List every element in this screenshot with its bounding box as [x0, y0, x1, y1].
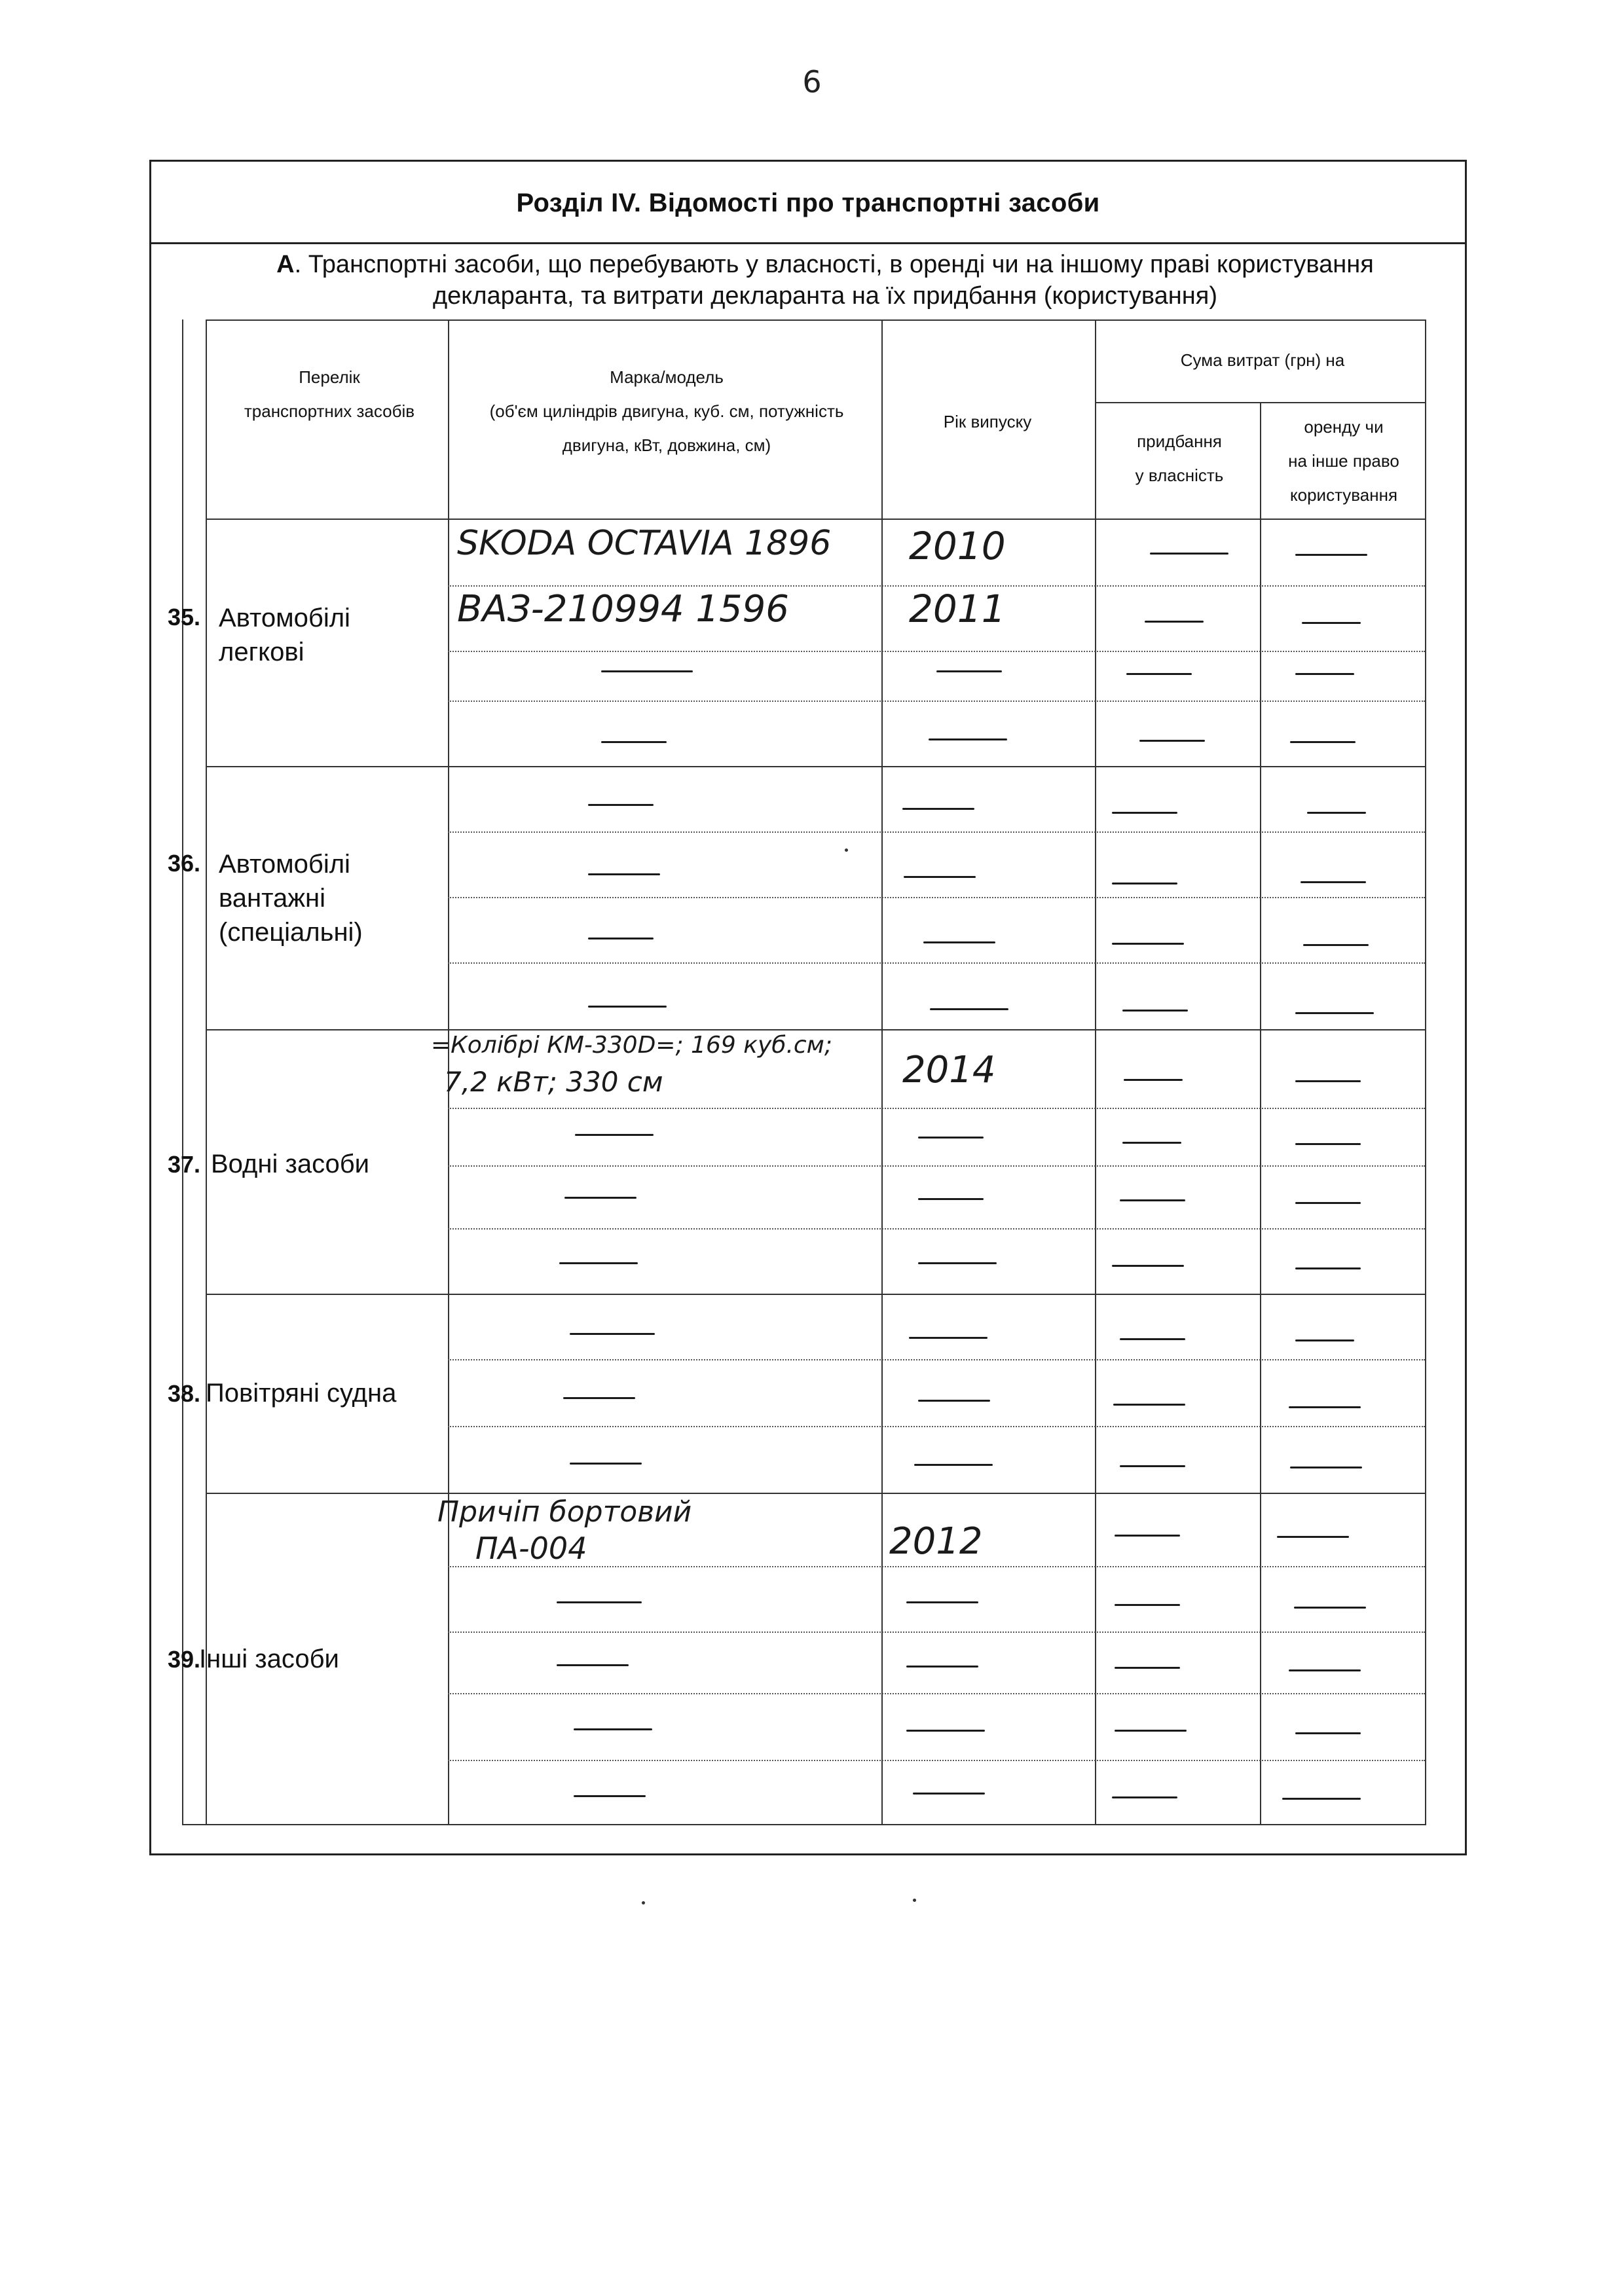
table-border-right: [1425, 319, 1426, 1825]
row-line: [448, 701, 1425, 702]
header-year: Рік випуску: [943, 412, 1032, 431]
category-separator-36: [206, 766, 1426, 767]
empty-dash: [575, 1134, 654, 1136]
column-divider-num: [206, 319, 207, 1825]
empty-dash: [1112, 883, 1177, 884]
category-separator-37: [206, 1029, 1426, 1030]
empty-dash: [1112, 1796, 1177, 1798]
empty-dash: [1120, 1338, 1185, 1340]
subtitle-line-1: [229, 249, 1421, 280]
empty-dash: [1139, 740, 1205, 742]
category-cars-line1: Автомобілі: [219, 604, 350, 632]
empty-dash: [1115, 1730, 1187, 1732]
page-number: 6: [802, 64, 822, 100]
subtitle-line-2: декларанта, та витрати декларанта на їх придбання (користування): [432, 282, 1217, 310]
empty-dash: [1122, 1142, 1181, 1144]
row-line: [448, 831, 1425, 833]
empty-dash: [1295, 1143, 1361, 1145]
header-rent-line1: оренду чи: [1304, 417, 1384, 437]
empty-dash: [1302, 622, 1361, 624]
empty-dash: [1295, 1012, 1374, 1014]
empty-dash: [1295, 673, 1354, 675]
empty-dash: [1115, 1604, 1180, 1606]
row-line: [448, 1693, 1425, 1694]
row-number-36: 36.: [167, 850, 200, 877]
category-trucks-line1: Автомобілі: [219, 850, 350, 879]
other-year: 2012: [889, 1520, 983, 1563]
row-number-37: 37.: [167, 1151, 200, 1178]
empty-dash: [563, 1397, 635, 1399]
empty-dash: [1124, 1079, 1183, 1081]
empty-dash: [936, 670, 1002, 672]
row-line: [448, 1566, 1425, 1567]
empty-dash: [1295, 1267, 1361, 1269]
empty-dash: [1303, 944, 1369, 946]
empty-dash: [1277, 1536, 1349, 1538]
category-cars-line2: легкові: [219, 638, 304, 666]
row-line: [448, 897, 1425, 898]
empty-dash: [588, 804, 654, 806]
empty-dash: [588, 873, 660, 875]
empty-dash: [1295, 1732, 1361, 1734]
empty-dash: [588, 1006, 667, 1008]
empty-dash: [1126, 673, 1192, 675]
empty-dash: [1122, 1010, 1188, 1011]
header-list-line2: транспортних засобів: [244, 401, 415, 421]
empty-dash: [570, 1333, 655, 1335]
category-other: Інші засоби: [199, 1645, 339, 1673]
empty-dash: [1289, 1669, 1361, 1671]
empty-dash: [588, 938, 654, 939]
header-purchase: [1099, 424, 1260, 492]
title-divider: [149, 242, 1467, 244]
car-1-model: SKODA OCTAVIA 1896: [457, 524, 832, 563]
empty-dash: [1113, 1404, 1185, 1406]
empty-dash: [906, 1601, 978, 1603]
column-divider-expenses: [1260, 402, 1261, 1825]
other-model-line2: ПА-004: [475, 1531, 587, 1566]
header-model-line2: (об'єм циліндрів двигуна, куб. см, потужність: [489, 401, 844, 421]
header-rent: [1263, 410, 1425, 512]
empty-dash: [1294, 1607, 1366, 1609]
empty-dash: [564, 1197, 637, 1199]
empty-dash: [906, 1730, 985, 1732]
empty-dash: [1295, 554, 1367, 556]
empty-dash: [918, 1198, 984, 1200]
empty-dash: [1120, 1199, 1185, 1201]
car-2-year: 2011: [909, 587, 1006, 631]
header-model-line1: Марка/модель: [610, 367, 724, 387]
empty-dash: [909, 1337, 987, 1339]
category-water: Водні засоби: [211, 1150, 370, 1178]
scan-speck: [845, 848, 848, 852]
category-separator-38: [206, 1294, 1426, 1295]
empty-dash: [601, 741, 667, 743]
empty-dash: [1115, 1667, 1180, 1669]
row-line: [448, 651, 1425, 652]
table-border-left: [182, 319, 183, 1825]
empty-dash: [1295, 1339, 1354, 1341]
header-purchase-line1: придбання: [1137, 431, 1222, 451]
empty-dash: [918, 1137, 984, 1139]
boat-model-line1: =Колібрі КМ-330D=; 169 куб.см;: [431, 1032, 832, 1059]
scan-speck: [642, 1901, 645, 1904]
empty-dash: [559, 1262, 638, 1264]
empty-dash: [557, 1601, 642, 1603]
subtitle-letter: А: [276, 251, 295, 278]
row-line: [448, 1165, 1425, 1167]
empty-dash: [929, 738, 1007, 740]
empty-dash: [1301, 881, 1366, 883]
empty-dash: [918, 1400, 990, 1402]
row-line: [448, 1760, 1425, 1761]
car-1-year: 2010: [909, 524, 1006, 568]
empty-dash: [1295, 1080, 1361, 1082]
car-2-model: ВАЗ-210994 1596: [457, 588, 789, 630]
empty-dash: [601, 670, 693, 672]
empty-dash: [1112, 1265, 1184, 1267]
empty-dash: [1307, 812, 1366, 814]
expenses-sub-divider: [1095, 402, 1426, 403]
empty-dash: [1290, 1467, 1362, 1468]
column-divider-model: [881, 319, 883, 1825]
category-trucks-line2: вантажні: [219, 884, 325, 913]
empty-dash: [902, 808, 974, 810]
empty-dash: [1112, 943, 1184, 945]
category-trucks: [219, 847, 363, 949]
empty-dash: [1120, 1465, 1185, 1467]
category-air: Повітряні судна: [206, 1379, 397, 1408]
empty-dash: [918, 1262, 997, 1264]
header-list-line1: Перелік: [299, 367, 360, 387]
category-cars: [219, 601, 350, 669]
category-trucks-line3: (спеціальні): [219, 918, 363, 947]
section-title: Розділ IV. Відомості про транспортні засоби: [516, 189, 1100, 217]
empty-dash: [1290, 741, 1356, 743]
boat-model-line2: 7,2 кВт; 330 см: [444, 1066, 663, 1098]
row-line: [448, 962, 1425, 964]
empty-dash: [570, 1463, 642, 1465]
empty-dash: [1115, 1535, 1180, 1537]
empty-dash: [930, 1008, 1008, 1010]
row-line: [448, 1108, 1425, 1109]
header-model: [457, 360, 876, 462]
header-rent-line3: користування: [1289, 485, 1398, 505]
empty-dash: [904, 876, 976, 878]
empty-dash: [1150, 553, 1228, 555]
empty-dash: [913, 1793, 985, 1795]
empty-dash: [1282, 1798, 1361, 1800]
empty-dash: [557, 1664, 629, 1666]
header-list: [221, 360, 437, 428]
empty-dash: [1289, 1406, 1361, 1408]
empty-dash: [906, 1666, 978, 1667]
row-line: [448, 1228, 1425, 1230]
header-purchase-line2: у власність: [1135, 465, 1224, 485]
row-number-35: 35.: [167, 604, 200, 630]
other-model-line1: Причіп бортовий: [437, 1495, 692, 1529]
header-rent-line2: на інше право: [1288, 451, 1399, 471]
header-bottom-border: [206, 519, 1426, 520]
column-divider-year: [1095, 319, 1096, 1825]
empty-dash: [914, 1464, 993, 1466]
empty-dash: [574, 1728, 652, 1730]
table-bottom-border: [182, 1824, 1426, 1825]
row-line: [448, 1426, 1425, 1427]
row-line: [448, 1359, 1425, 1360]
category-separator-39: [206, 1493, 1426, 1494]
header-model-line3: двигуна, кВт, довжина, см): [562, 435, 771, 455]
boat-year: 2014: [902, 1049, 996, 1091]
empty-dash: [923, 941, 995, 943]
header-expenses: Сума витрат (грн) на: [1180, 350, 1345, 370]
subsection-a-title: [229, 249, 1421, 312]
row-number-38: 38.: [167, 1380, 200, 1407]
empty-dash: [1295, 1202, 1361, 1204]
row-number-39: 39.: [167, 1646, 200, 1673]
header-top-border: [206, 319, 1426, 321]
row-line: [448, 1631, 1425, 1633]
subtitle-line-1-text: . Транспортні засоби, що перебувають у власності, в оренді чи на іншому праві користування: [294, 251, 1374, 278]
empty-dash: [1112, 812, 1177, 814]
scan-speck: [913, 1899, 916, 1902]
empty-dash: [1145, 621, 1204, 623]
empty-dash: [574, 1795, 646, 1797]
vehicles-table: [167, 319, 1426, 1825]
